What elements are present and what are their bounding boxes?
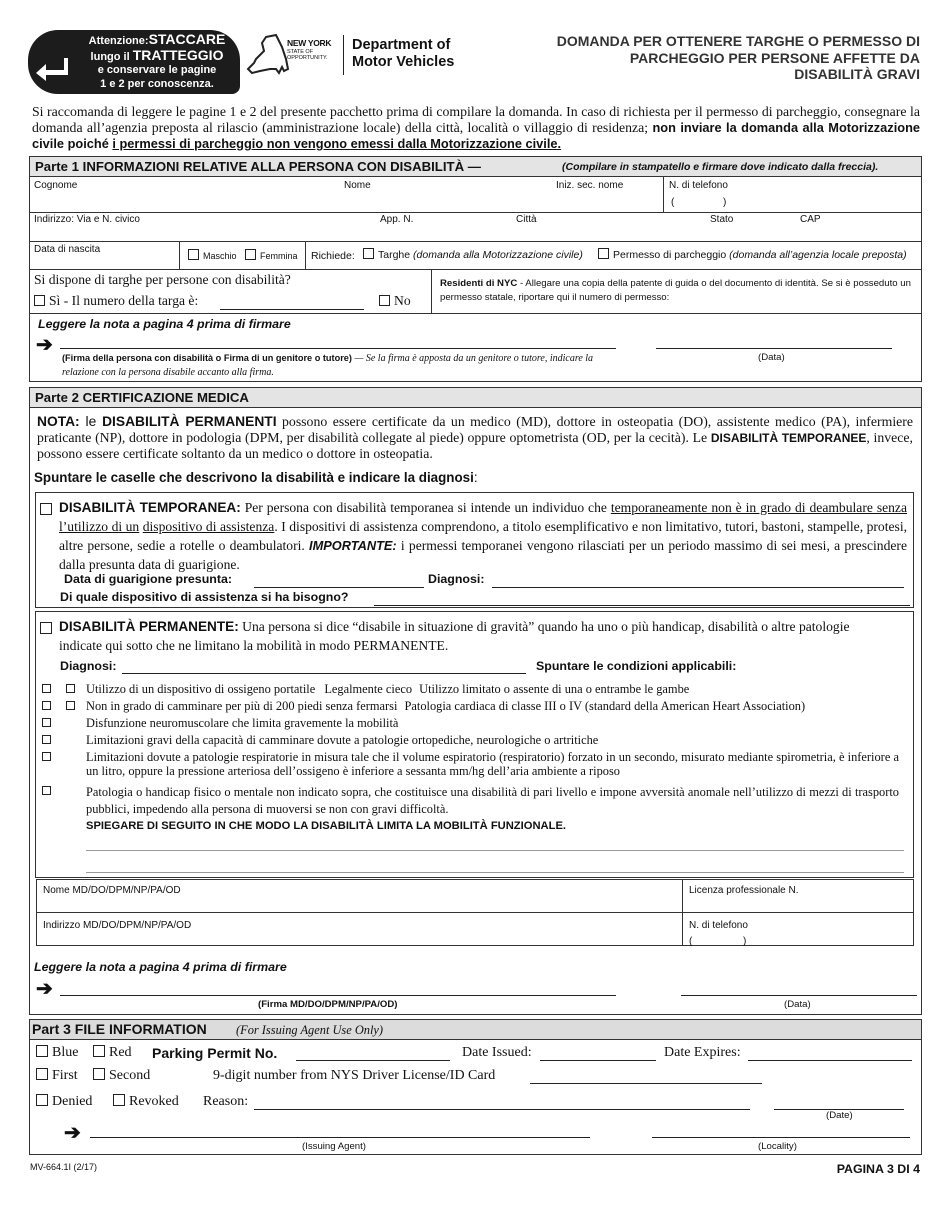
recovery-date-line[interactable]: [254, 587, 424, 588]
practitioner-signature-line[interactable]: [60, 995, 616, 996]
temp-diagnosis-label: Diagnosi:: [428, 572, 485, 586]
zip-label: CAP: [800, 214, 821, 225]
part1-read-note: Leggere la nota a pagina 4 prima di firmare: [38, 317, 291, 331]
conditions-label: Spuntare le condizioni applicabili:: [536, 659, 737, 673]
permanent-disability-text: DISABILITÀ PERMANENTE: Una persona si dice “disabile in situazione di gravità” quando ha uno o più handicap, disabilità o altre patologie indicate qui sotto che ne limitano la mobilità in modo PERMANENTE.: [59, 619, 850, 653]
practitioner-paren-close: ): [743, 936, 747, 947]
second-checkbox[interactable]: Second: [93, 1068, 150, 1084]
page-number: PAGINA 3 DI 4: [836, 1162, 920, 1176]
reason-line[interactable]: [254, 1109, 750, 1110]
recovery-date-label: Data di guarigione presunta:: [64, 572, 232, 586]
arrow-right-icon: ➔: [36, 978, 53, 1000]
phone-paren-open: (: [671, 197, 675, 208]
explain-instruction: SPIEGARE DI SEGUITO IN CHE MODO LA DISABILITÀ LIMITA LA MOBILITÀ FUNZIONALE.: [86, 820, 567, 832]
issuing-agent-label: (Issuing Agent): [302, 1141, 366, 1152]
condition-row-5: Limitazioni dovute a patologie respiratorie in misura tale che il volume espiratorio (respiratorio) forzato in un secondo, misurato mediante spirometria, è inferiore a un litro, oppure la pressione arteriosa dell’ossigeno è inferiore a sessanta mm/hg dell’aria ambiente a riposo: [86, 750, 899, 778]
practitioner-box: [36, 879, 914, 946]
sex-female[interactable]: Femmina: [245, 249, 298, 261]
arrow-right-icon: ➔: [64, 1122, 81, 1144]
request-parking-permit-checkbox[interactable]: Permesso di parcheggio (domanda all’agenzia locale preposta): [598, 248, 907, 261]
permanent-disability-box: [35, 611, 914, 878]
practitioner-paren-open: (: [689, 936, 693, 947]
plates-question: Si dispone di targhe per persone con disabilità?: [34, 272, 291, 287]
address-label: Indirizzo: Via e N. civico: [34, 214, 140, 225]
reason-label: Reason:: [203, 1094, 249, 1109]
locality-label: (Locality): [758, 1141, 797, 1152]
city-label: Città: [516, 214, 537, 225]
date-issued-label: Date Issued:: [462, 1045, 532, 1060]
practitioner-signature-label: (Firma MD/DO/DPM/NP/PA/OD): [258, 999, 398, 1010]
badge-top-text: Attenzione:STACCARE lungo il TRATTEGGIO: [88, 31, 226, 63]
plates-no-checkbox[interactable]: No: [379, 293, 411, 309]
page-title: DOMANDA PER OTTENERE TARGHE O PERMESSO DI PARCHEGGIO PER PERSONE AFFETTE DA DISABILITÀ GRAVI: [556, 33, 920, 82]
part2-check-instruction: Spuntare le caselle che descrivono la disabilità e indicare la diagnosi:: [34, 470, 478, 485]
part3-section: [29, 1019, 922, 1155]
middle-initial-label: Iniz. sec. nome: [556, 180, 624, 191]
part2-read-note: Leggere la nota a pagina 4 prima di firmare: [34, 960, 287, 974]
practitioner-date-line[interactable]: [681, 995, 917, 996]
practitioner-date-label: (Data): [784, 999, 811, 1010]
part1-section: [29, 156, 922, 382]
issuing-agent-line[interactable]: [90, 1137, 590, 1138]
practitioner-phone-label: N. di telefono: [689, 920, 748, 931]
badge-bottom-text: e conservare le pagine 1 e 2 per conoscenza.: [97, 64, 217, 90]
condition-row-4: Limitazioni gravi della capacità di camminare dovute a patologie ortopediche, neurologiche o artritiche: [86, 733, 899, 748]
date-expires-line[interactable]: [748, 1060, 912, 1061]
nyc-residents-note: Residenti di NYC - Allegare una copia della patente di guida o del documento di identità. Se si è posseduto un permesso statale, riportare qui il numero di permesso:: [440, 278, 911, 303]
revoked-checkbox[interactable]: Revoked: [113, 1094, 179, 1110]
locality-line[interactable]: [652, 1137, 910, 1138]
phone-label: N. di telefono: [669, 180, 728, 191]
color-blue-checkbox[interactable]: Blue: [36, 1045, 78, 1061]
condition-row-3: Disfunzione neuromuscolare che limita gravemente la mobilità: [86, 716, 899, 731]
detach-notice-badge: [28, 30, 240, 94]
dmv-logo: [246, 33, 466, 77]
birthdate-label: Data di nascita: [34, 244, 101, 255]
license-id-line[interactable]: [530, 1083, 762, 1084]
temporary-disability-text: DISABILITÀ TEMPORANEA: Per persona con disabilità temporanea si intende un individuo che temporaneamente non è in grado di deambulare senza l’utilizzo di un dispositivo di assistenza. I dispositivi di assistenza comprendono, a titolo esemplificativo e non limitativo, tutori, bastoni, stampelle, protesi, altre persone, sedie a rotelle o deambulatori. IMPORTANTE: i permessi temporanei vengono rilasciati per un periodo massimo di sei mesi, a prescindere dalla presunta data di guarigione.: [59, 500, 908, 572]
return-arrow-icon: [34, 56, 70, 82]
sex-male[interactable]: Maschio: [188, 249, 237, 261]
part3-date-label: (Date): [826, 1110, 853, 1121]
state-label: Stato: [710, 214, 734, 225]
device-line[interactable]: [374, 605, 910, 606]
part2-header: Parte 2 CERTIFICAZIONE MEDICA: [30, 388, 921, 408]
license-id-label: 9-digit number from NYS Driver License/ID Card: [213, 1068, 496, 1083]
condition-row-6: Patologia o handicap fisico o mentale non indicato sopra, che costituisce una disabilità di pari livello e impone avversità anomale nell’utilizzo di mezzi di trasporto pubblici, impedendo alla persona di muoversi se non con gravi difficoltà.: [86, 784, 899, 818]
perm-diagnosis-line[interactable]: [122, 673, 526, 674]
part1-signature-line[interactable]: [60, 348, 616, 349]
request-plates-checkbox[interactable]: Targhe (domanda alla Motorizzazione civile): [363, 248, 583, 261]
temp-diagnosis-line[interactable]: [492, 587, 904, 588]
intro-paragraph: Si raccomanda di leggere le pagine 1 e 2 del presente pacchetto prima di compilare la domanda. In caso di richiesta per il permesso di parcheggio, consegnare la domanda all’agenzia preposta al rilascio (amministrazione locale) della città, località o villaggio di residenza; non inviare la domanda alla Motorizzazione civile poiché i permessi di parcheggio non vengono emessi dalla Motorizzazione civile.: [32, 104, 921, 151]
logo-department: Department of Motor Vehicles: [352, 37, 455, 70]
permanent-disability-checkbox[interactable]: [40, 620, 56, 638]
part3-header: Part 3 FILE INFORMATION (For Issuing Agent Use Only): [30, 1020, 921, 1040]
part1-signature-caption: (Firma della persona con disabilità o Firma di un genitore o tutore) — Se la firma è apposta da un genitore o tutore, indicare la relazione con la persona disabile accanto alla firma.: [62, 353, 594, 378]
device-question-label: Di quale dispositivo di assistenza si ha bisogno?: [60, 590, 349, 604]
part1-date-label: (Data): [758, 352, 785, 363]
arrow-right-icon: ➔: [36, 334, 53, 356]
logo-new-york: NEW YORK: [287, 38, 332, 48]
part2-section: [29, 387, 922, 1015]
denied-checkbox[interactable]: Denied: [36, 1094, 92, 1110]
color-red-checkbox[interactable]: Red: [93, 1045, 132, 1061]
temporary-disability-box: [35, 492, 914, 608]
condition-row-2: Non in grado di camminare per più di 200 piedi senza fermarsi Patologia cardiaca di classe III o IV (standard della American Heart Association): [86, 699, 899, 714]
temporary-disability-checkbox[interactable]: [40, 501, 56, 519]
part1-header: Parte 1 INFORMAZIONI RELATIVE ALLA PERSONA CON DISABILITÀ — (Compilare in stampatello e firmare dove indicato dalla freccia).: [30, 157, 921, 177]
explain-line-2[interactable]: [86, 872, 904, 873]
first-checkbox[interactable]: First: [36, 1068, 78, 1084]
surname-label: Cognome: [34, 180, 78, 191]
license-number-label: Licenza professionale N.: [689, 885, 799, 896]
ny-state-map-icon: [246, 33, 290, 77]
explain-line-1[interactable]: [86, 850, 904, 851]
practitioner-address-label: Indirizzo MD/DO/DPM/NP/PA/OD: [43, 920, 192, 931]
apt-label: App. N.: [380, 214, 414, 225]
perm-diagnosis-label: Diagnosi:: [60, 659, 117, 673]
phone-paren-close: ): [723, 197, 727, 208]
request-label: Richiede:: [311, 250, 355, 262]
condition-row-1: Utilizzo di un dispositivo di ossigeno portatile Legalmente cieco Utilizzo limitato o assente di una o entrambe le gambe: [86, 682, 899, 697]
parking-permit-line[interactable]: [296, 1060, 450, 1061]
form-number: MV-664.1I (2/17): [30, 1162, 98, 1172]
first-name-label: Nome: [344, 180, 371, 191]
practitioner-name-label: Nome MD/DO/DPM/NP/PA/OD: [43, 885, 181, 896]
plates-yes-checkbox[interactable]: Sì - Il numero della targa è:: [34, 293, 198, 309]
part2-note-paragraph: NOTA: le DISABILITÀ PERMANENTI possono essere certificate da un medico (MD), dottore in osteopatia (DO), assistente medico (PA), infermiere praticante (NP), dottore in podologia (DPM, per disabilità collegate al piede) oppure optometrista (OD, per la cecità). Le DISABILITÀ TEMPORANEE, invece, possono essere certificate soltanto da un medico o dottore in osteopatia.: [37, 414, 913, 461]
date-expires-label: Date Expires:: [664, 1045, 741, 1060]
date-issued-line[interactable]: [540, 1060, 656, 1061]
part1-date-line[interactable]: [656, 348, 892, 349]
parking-permit-label: Parking Permit No.: [152, 1045, 278, 1061]
logo-opportunity: STATE OF OPPORTUNITY.: [287, 49, 328, 61]
